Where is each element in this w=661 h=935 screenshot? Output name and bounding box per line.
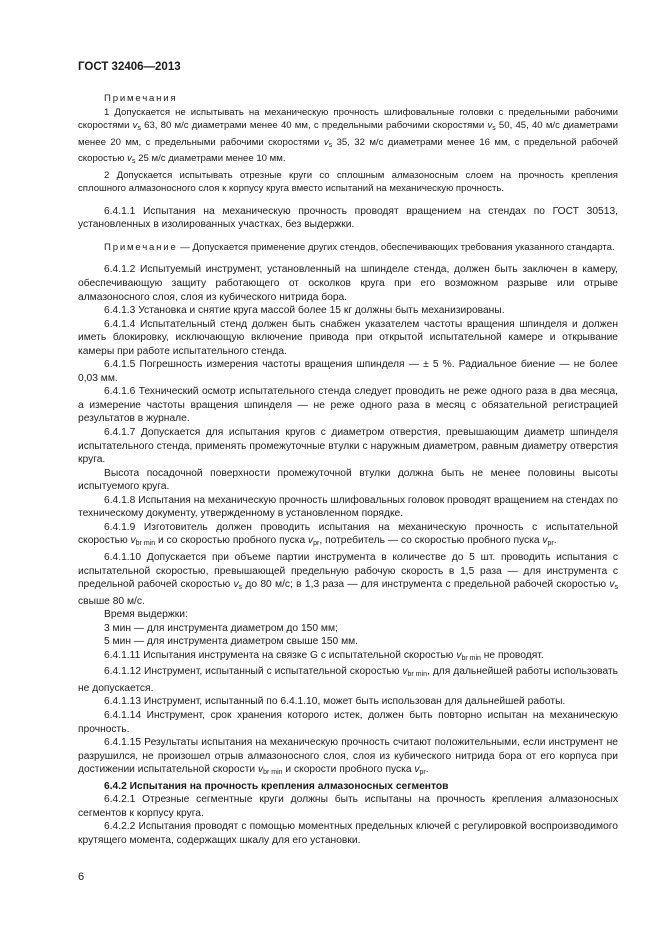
para-6-4-1-2: 6.4.1.2 Испытуемый инструмент, установленный на шпинделе стенда, должен быть заключен в камеру, обеспечивающую защиту работающего от осколков круга при его возможном разрыве или отрыве алмазоносного слоя, слоя из кубического нитрида бора. bbox=[78, 264, 618, 303]
para-6-4-2-2: 6.4.2.2 Испытания проводят с помощью моментных предельных ключей с регулировкой воспроизводимого крутящего момента, содержащих шкалу для его установки. bbox=[78, 821, 618, 846]
note-1: 1 Допускается не испытывать на механическую прочность шлифовальные головки с предельными рабочими скоростями $v_s$ 63, 80 м/с диаметрами менее 40 мм, с предельными рабочими скоростями $v_s$ 50, 45, 40 м/с диаметрами менее 20 мм, с предельными рабочими скоростями $v_s$ 35, 32 м/с диаметрами менее 16 мм, с предельной рабочей скоростью $v_s$ 25 м/с диаметрами менее 10 мм. bbox=[78, 106, 619, 166]
hold-time-line-1: 3 мин — для инструмента диаметром до 150 мм; bbox=[104, 622, 338, 634]
notes-heading: Примечания bbox=[104, 93, 178, 104]
para-6-4-1-6: 6.4.1.6 Технический осмотр испытательного стенда следует проводить не реже одного раза в два месяца, а измерение частоты вращения шпинделя — не реже одного раза в месяц с обязательной регистрацией результатов в журнале. bbox=[78, 386, 618, 425]
note-stands: Примечание — Допускается применение других стендов, обеспечивающих требования указанного стандарта. bbox=[104, 241, 615, 253]
para-6-4-1-1: 6.4.1.1 Испытания на механическую прочность проводят вращением на стендах по ГОСТ 30513, установленных в изолированных участках, без выдержки. bbox=[78, 205, 618, 231]
para-6-4-1-4: 6.4.1.4 Испытательный стенд должен быть снабжен указателем частоты вращения шпинделя и должен иметь блокировку, исключающую включение привода при открытой испытательной камере и открывание камеры при работе испытательного стенда. bbox=[78, 318, 618, 357]
para-6-4-1-7-b: Высота посадочной поверхности промежуточной втулки должна быть не менее половины высоты испытуемого круга. bbox=[78, 467, 618, 493]
para-6-4-1-13: 6.4.1.13 Инструмент, испытанный по 6.4.1.10, может быть использован для дальнейшей работы. bbox=[104, 696, 566, 708]
para-6-4-1-8: 6.4.1.8 Испытания на механическую прочность шлифовальных головок проводят вращением на стендах по техническому документу, утвержденному в установленном порядке. bbox=[78, 494, 618, 520]
page-header: ГОСТ 32406—2013 bbox=[78, 61, 181, 73]
para-6-4-1-12: 6.4.1.12 Инструмент, испытанный с испытательной скоростью $v_{br min}$, для дальнейшей работы использовать не допускается. bbox=[78, 666, 619, 694]
page-number: 6 bbox=[78, 871, 85, 883]
para-6-4-1-5: 6.4.1.5 Погрешность измерения частоты вращения шпинделя — ± 5 %. Радиальное биение — не более 0,03 мм. bbox=[78, 359, 618, 384]
para-6-4-1-10: 6.4.1.10 Допускается при объеме партии инструмента в количестве до 5 шт. проводить испытания с испытательной скоростью, превышающей предельную рабочую скорость в 1,5 раза — для инструмента с предельной рабочей скоростью $v_s$ до 80 м/с; в 1,3 раза — для инструмента с предельной рабочей скоростью $v_s$ свыше 80 м/с. bbox=[78, 551, 618, 607]
document-body bbox=[78, 92, 618, 847]
para-6-4-2-1: 6.4.2.1 Отрезные сегментные круги должны быть испытаны на прочность крепления алмазоносных сегментов к корпусу круга. bbox=[78, 794, 618, 819]
para-6-4-1-14: 6.4.1.14 Инструмент, срок хранения которого истек, должен быть повторно испытан на механическую прочность. bbox=[78, 709, 618, 735]
para-6-4-1-11: 6.4.1.11 Испытания инструмента на связке G с испытательной скоростью $v_{br min}$ не проводят. bbox=[104, 649, 544, 662]
hold-time-title: Время выдержки: bbox=[104, 609, 188, 621]
note-2: 2 Допускается испытывать отрезные круги со сплошным алмазоносным слоем на прочность крепления сплошного алмазоносного слоя к корпусу круга вместо испытаний на механическую прочность. bbox=[78, 169, 618, 195]
para-6-4-1-3: 6.4.1.3 Установка и снятие круга массой более 15 кг должны быть механизированы. bbox=[104, 305, 505, 317]
para-6-4-1-15: 6.4.1.15 Результаты испытания на механическую прочность считают положительными, если инструмент не разрушился, не произошел отрыв алмазоносного слоя, слоя из кубического нитрида бора от его корпуса при достижении испытательной скорости $v_{br min}$ и скорости пробного пуска $v_{pr}$. bbox=[78, 737, 618, 777]
hold-time-line-2: 5 мин — для инструмента диаметром свыше 150 мм. bbox=[104, 636, 359, 648]
section-6-4-2-heading: 6.4.2 Испытания на прочность крепления алмазоносных сегментов bbox=[104, 780, 449, 792]
notes-block bbox=[78, 92, 618, 196]
para-6-4-1-7: 6.4.1.7 Допускается для испытания кругов с диаметром отверстия, превышающим диаметр шпинделя испытательного стенда, применять промежуточные втулки с наружным диаметром, равным диаметру отверстия круга. bbox=[78, 427, 618, 466]
para-6-4-1-9: 6.4.1.9 Изготовитель должен проводить испытания на механическую прочность с испытательной скоростью $v_{br min}$ и со скоростью пробного пуска $v_{pr}$, потребитель — со скоростью пробного пуска $v_{pr}$. bbox=[78, 521, 618, 548]
